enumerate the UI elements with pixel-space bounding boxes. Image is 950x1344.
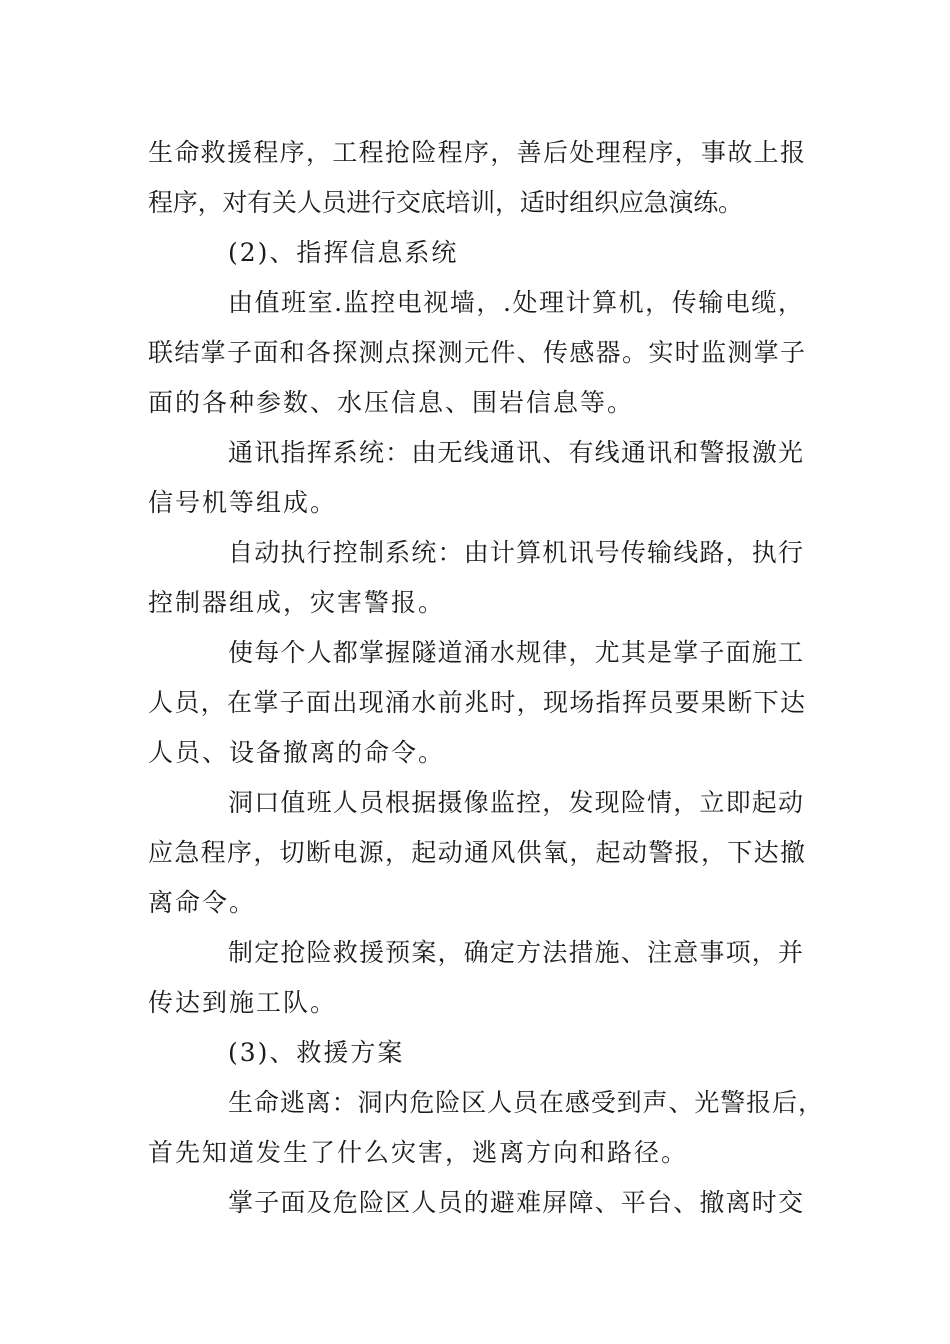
body-line: 通讯指挥系统：由无线通讯、有线通讯和警报激光 xyxy=(228,438,805,467)
body-line: 生命救援程序，工程抢险程序，善后处理程序，事故上报 xyxy=(148,138,807,167)
body-line: 生命逃离：洞内危险区人员在感受到声、光警报后， xyxy=(228,1088,824,1117)
body-line: 洞口值班人员根据摄像监控，发现险情，立即起动 xyxy=(228,788,805,817)
body-line: 面的各种参数、水压信息、围岩信息等。 xyxy=(148,388,635,417)
section-heading: (3)、救援方案 xyxy=(228,1038,405,1067)
body-line: 掌子面及危险区人员的避难屏障、平台、撤离时交 xyxy=(228,1188,805,1217)
body-line: 联结掌子面和各探测点探测元件、传感器。实时监测掌子 xyxy=(148,338,807,367)
body-line: 使每个人都掌握隧道涌水规律，尤其是掌子面施工 xyxy=(228,638,805,667)
body-line: 传达到施工队。 xyxy=(148,988,338,1017)
body-line: 自动执行控制系统：由计算机讯号传输线路，执行 xyxy=(228,538,805,567)
body-line: 由值班室.监控电视墙，.处理计算机，传输电缆， xyxy=(228,288,805,317)
body-line: 信号机等组成。 xyxy=(148,488,338,517)
body-line: 离命令。 xyxy=(148,888,257,917)
body-line: 应急程序，切断电源，起动通风供氧，起动警报，下达撤 xyxy=(148,838,807,867)
section-heading: (2)、指挥信息系统 xyxy=(228,238,459,267)
body-line: 人员、设备撤离的命令。 xyxy=(148,738,446,767)
body-line: 制定抢险救援预案，确定方法措施、注意事项，并 xyxy=(228,938,805,967)
body-line: 人员，在掌子面出现涌水前兆时，现场指挥员要果断下达 xyxy=(148,688,807,717)
body-line: 首先知道发生了什么灾害，逃离方向和路径。 xyxy=(148,1138,689,1167)
body-line: 控制器组成，灾害警报。 xyxy=(148,588,446,617)
body-line: 程序，对有关人员进行交底培训，适时组织应急演练。 xyxy=(148,188,743,217)
